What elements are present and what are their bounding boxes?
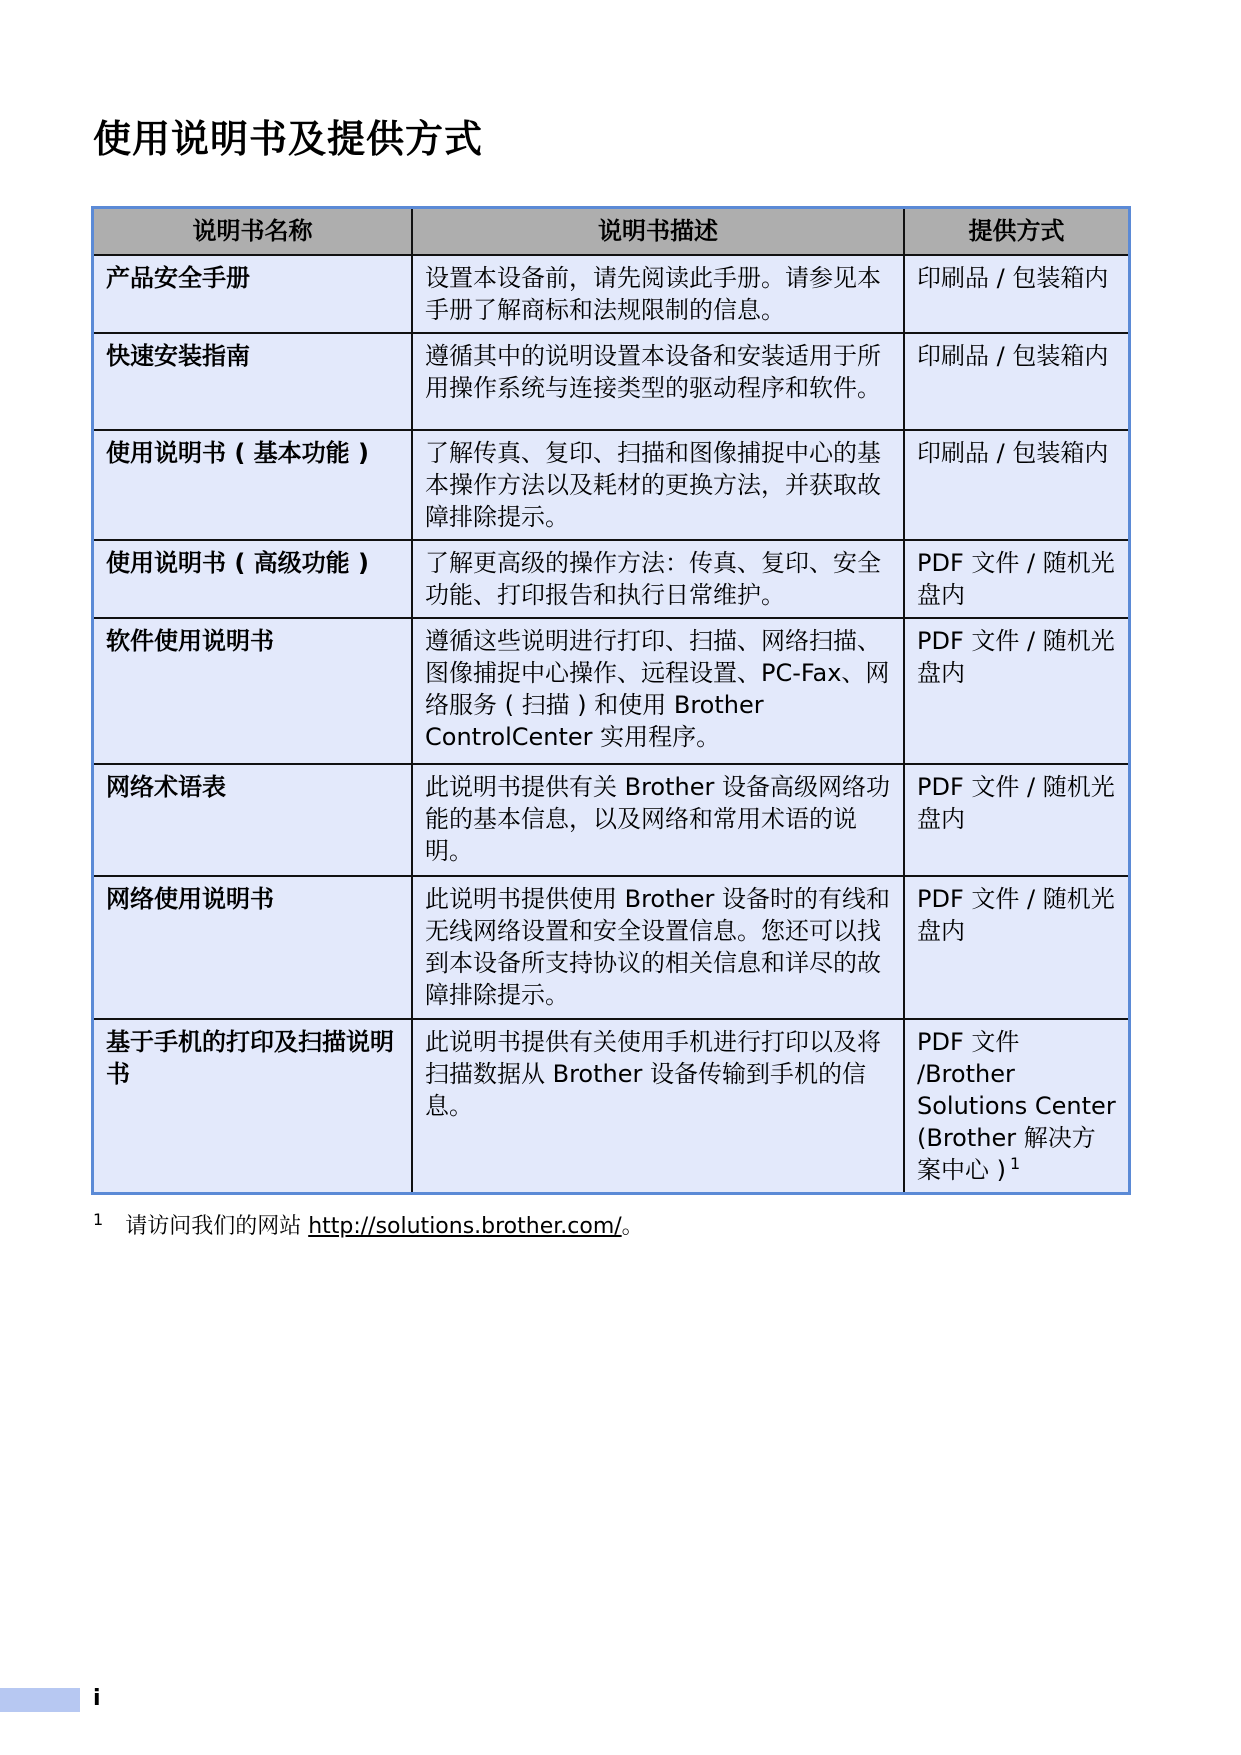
footnote-suffix: 。: [621, 1214, 644, 1239]
manual-provision: PDF 文件 /Brother Solutions Center (Brother 解决方案中心 ): [917, 1028, 1116, 1184]
manual-name: 网络术语表: [94, 764, 412, 876]
footnote-number: 1: [93, 1210, 104, 1229]
footnote-link[interactable]: http://solutions.brother.com/: [308, 1214, 622, 1239]
manual-provision: PDF 文件 / 随机光盘内: [904, 876, 1128, 1019]
manual-name: 网络使用说明书: [94, 876, 412, 1019]
manual-name: 基于手机的打印及扫描说明书: [94, 1019, 412, 1192]
manual-provision: 印刷品 / 包装箱内: [904, 255, 1128, 333]
manual-description: 此说明书提供有关 Brother 设备高级网络功能的基本信息，以及网络和常用术语的说明。: [412, 764, 904, 876]
table-row: [94, 876, 1128, 1019]
table-row: [94, 764, 1128, 876]
footnote-reference[interactable]: 1: [1010, 1154, 1021, 1173]
page-edge-tab: [0, 1688, 80, 1712]
table-row: [94, 430, 1128, 540]
table-row: [94, 540, 1128, 618]
manuals-table: [94, 209, 1128, 1192]
table-header-row: [94, 209, 1128, 255]
manual-provision: 印刷品 / 包装箱内: [904, 430, 1128, 540]
manual-provision-cell: [904, 1019, 1128, 1192]
manual-name: 使用说明书 ( 高级功能 ): [94, 540, 412, 618]
table-row: [94, 333, 1128, 430]
manual-description: 此说明书提供有关使用手机进行打印以及将扫描数据从 Brother 设备传输到手机的信息。: [412, 1019, 904, 1192]
footnote: [93, 1212, 644, 1243]
manual-name: 使用说明书 ( 基本功能 ): [94, 430, 412, 540]
manual-provision: 印刷品 / 包装箱内: [904, 333, 1128, 430]
manual-description: 了解传真、复印、扫描和图像捕捉中心的基本操作方法以及耗材的更换方法，并获取故障排除提示。: [412, 430, 904, 540]
manual-name: 产品安全手册: [94, 255, 412, 333]
table-row: [94, 618, 1128, 764]
manual-description: 遵循其中的说明设置本设备和安装适用于所用操作系统与连接类型的驱动程序和软件。: [412, 333, 904, 430]
manual-description: 设置本设备前，请先阅读此手册。请参见本手册了解商标和法规限制的信息。: [412, 255, 904, 333]
footnote-text: 请访问我们的网站: [125, 1214, 309, 1239]
page-title: 使用说明书及提供方式: [93, 117, 484, 161]
manual-description: 了解更高级的操作方法：传真、复印、安全功能、打印报告和执行日常维护。: [412, 540, 904, 618]
manual-provision: PDF 文件 / 随机光盘内: [904, 540, 1128, 618]
table-row: [94, 255, 1128, 333]
page-number: i: [93, 1686, 101, 1711]
manual-description: 遵循这些说明进行打印、扫描、网络扫描、图像捕捉中心操作、远程设置、PC-Fax、网络服务 ( 扫描 ) 和使用 Brother ControlCenter 实用程序。: [412, 618, 904, 764]
manuals-table-frame: [91, 206, 1131, 1195]
manual-name: 快速安装指南: [94, 333, 412, 430]
manual-provision: PDF 文件 / 随机光盘内: [904, 764, 1128, 876]
header-manual-description: 说明书描述: [412, 209, 904, 255]
manual-name: 软件使用说明书: [94, 618, 412, 764]
header-provision: 提供方式: [904, 209, 1128, 255]
table-row: [94, 1019, 1128, 1192]
manual-provision: PDF 文件 / 随机光盘内: [904, 618, 1128, 764]
header-manual-name: 说明书名称: [94, 209, 412, 255]
manual-description: 此说明书提供使用 Brother 设备时的有线和无线网络设置和安全设置信息。您还可以找到本设备所支持协议的相关信息和详尽的故障排除提示。: [412, 876, 904, 1019]
